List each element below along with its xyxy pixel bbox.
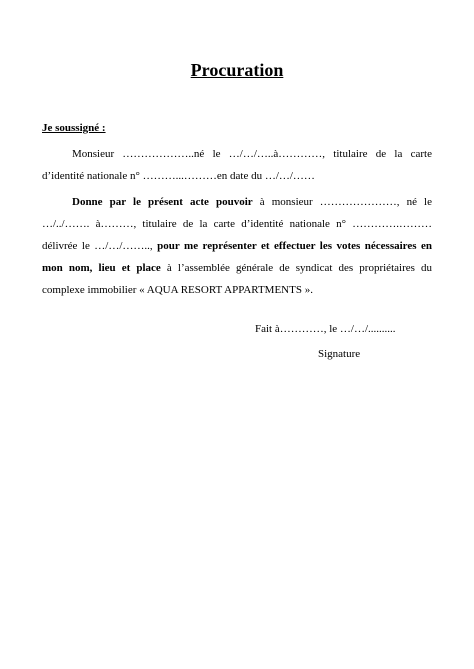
- mandate-lead-bold: Donne par le présent acte pouvoir: [72, 196, 253, 208]
- paragraph-mandate: [42, 191, 432, 301]
- place-date-line: Fait à…………, le …/…/..........: [255, 323, 396, 335]
- signature-label: Signature: [318, 348, 361, 360]
- section-heading: Je soussigné :: [42, 122, 106, 134]
- paragraph-identity: [42, 143, 432, 187]
- paragraph-identity-text: Monsieur ………………..né le …/…/…..à…………, titulaire de la carte d’identité nationale n° ………...………en date du …/…/……: [42, 148, 432, 182]
- mandate-text-b: à l’assemblée générale de syndicat des propriétaires du complexe immobilier « AQUA RESORT APPARTMENTS ».: [42, 262, 432, 296]
- mandate-purpose-bold: pour me représenter et effectuer les votes nécessaires en mon nom, lieu et place: [42, 240, 432, 274]
- document-title: Procuration: [190, 60, 284, 80]
- mandate-text-a: à monsieur …………………, né le …/../……. à………, titulaire de la carte d’identité nationale n° ………….………délivrée le …/…/……..,: [42, 196, 432, 252]
